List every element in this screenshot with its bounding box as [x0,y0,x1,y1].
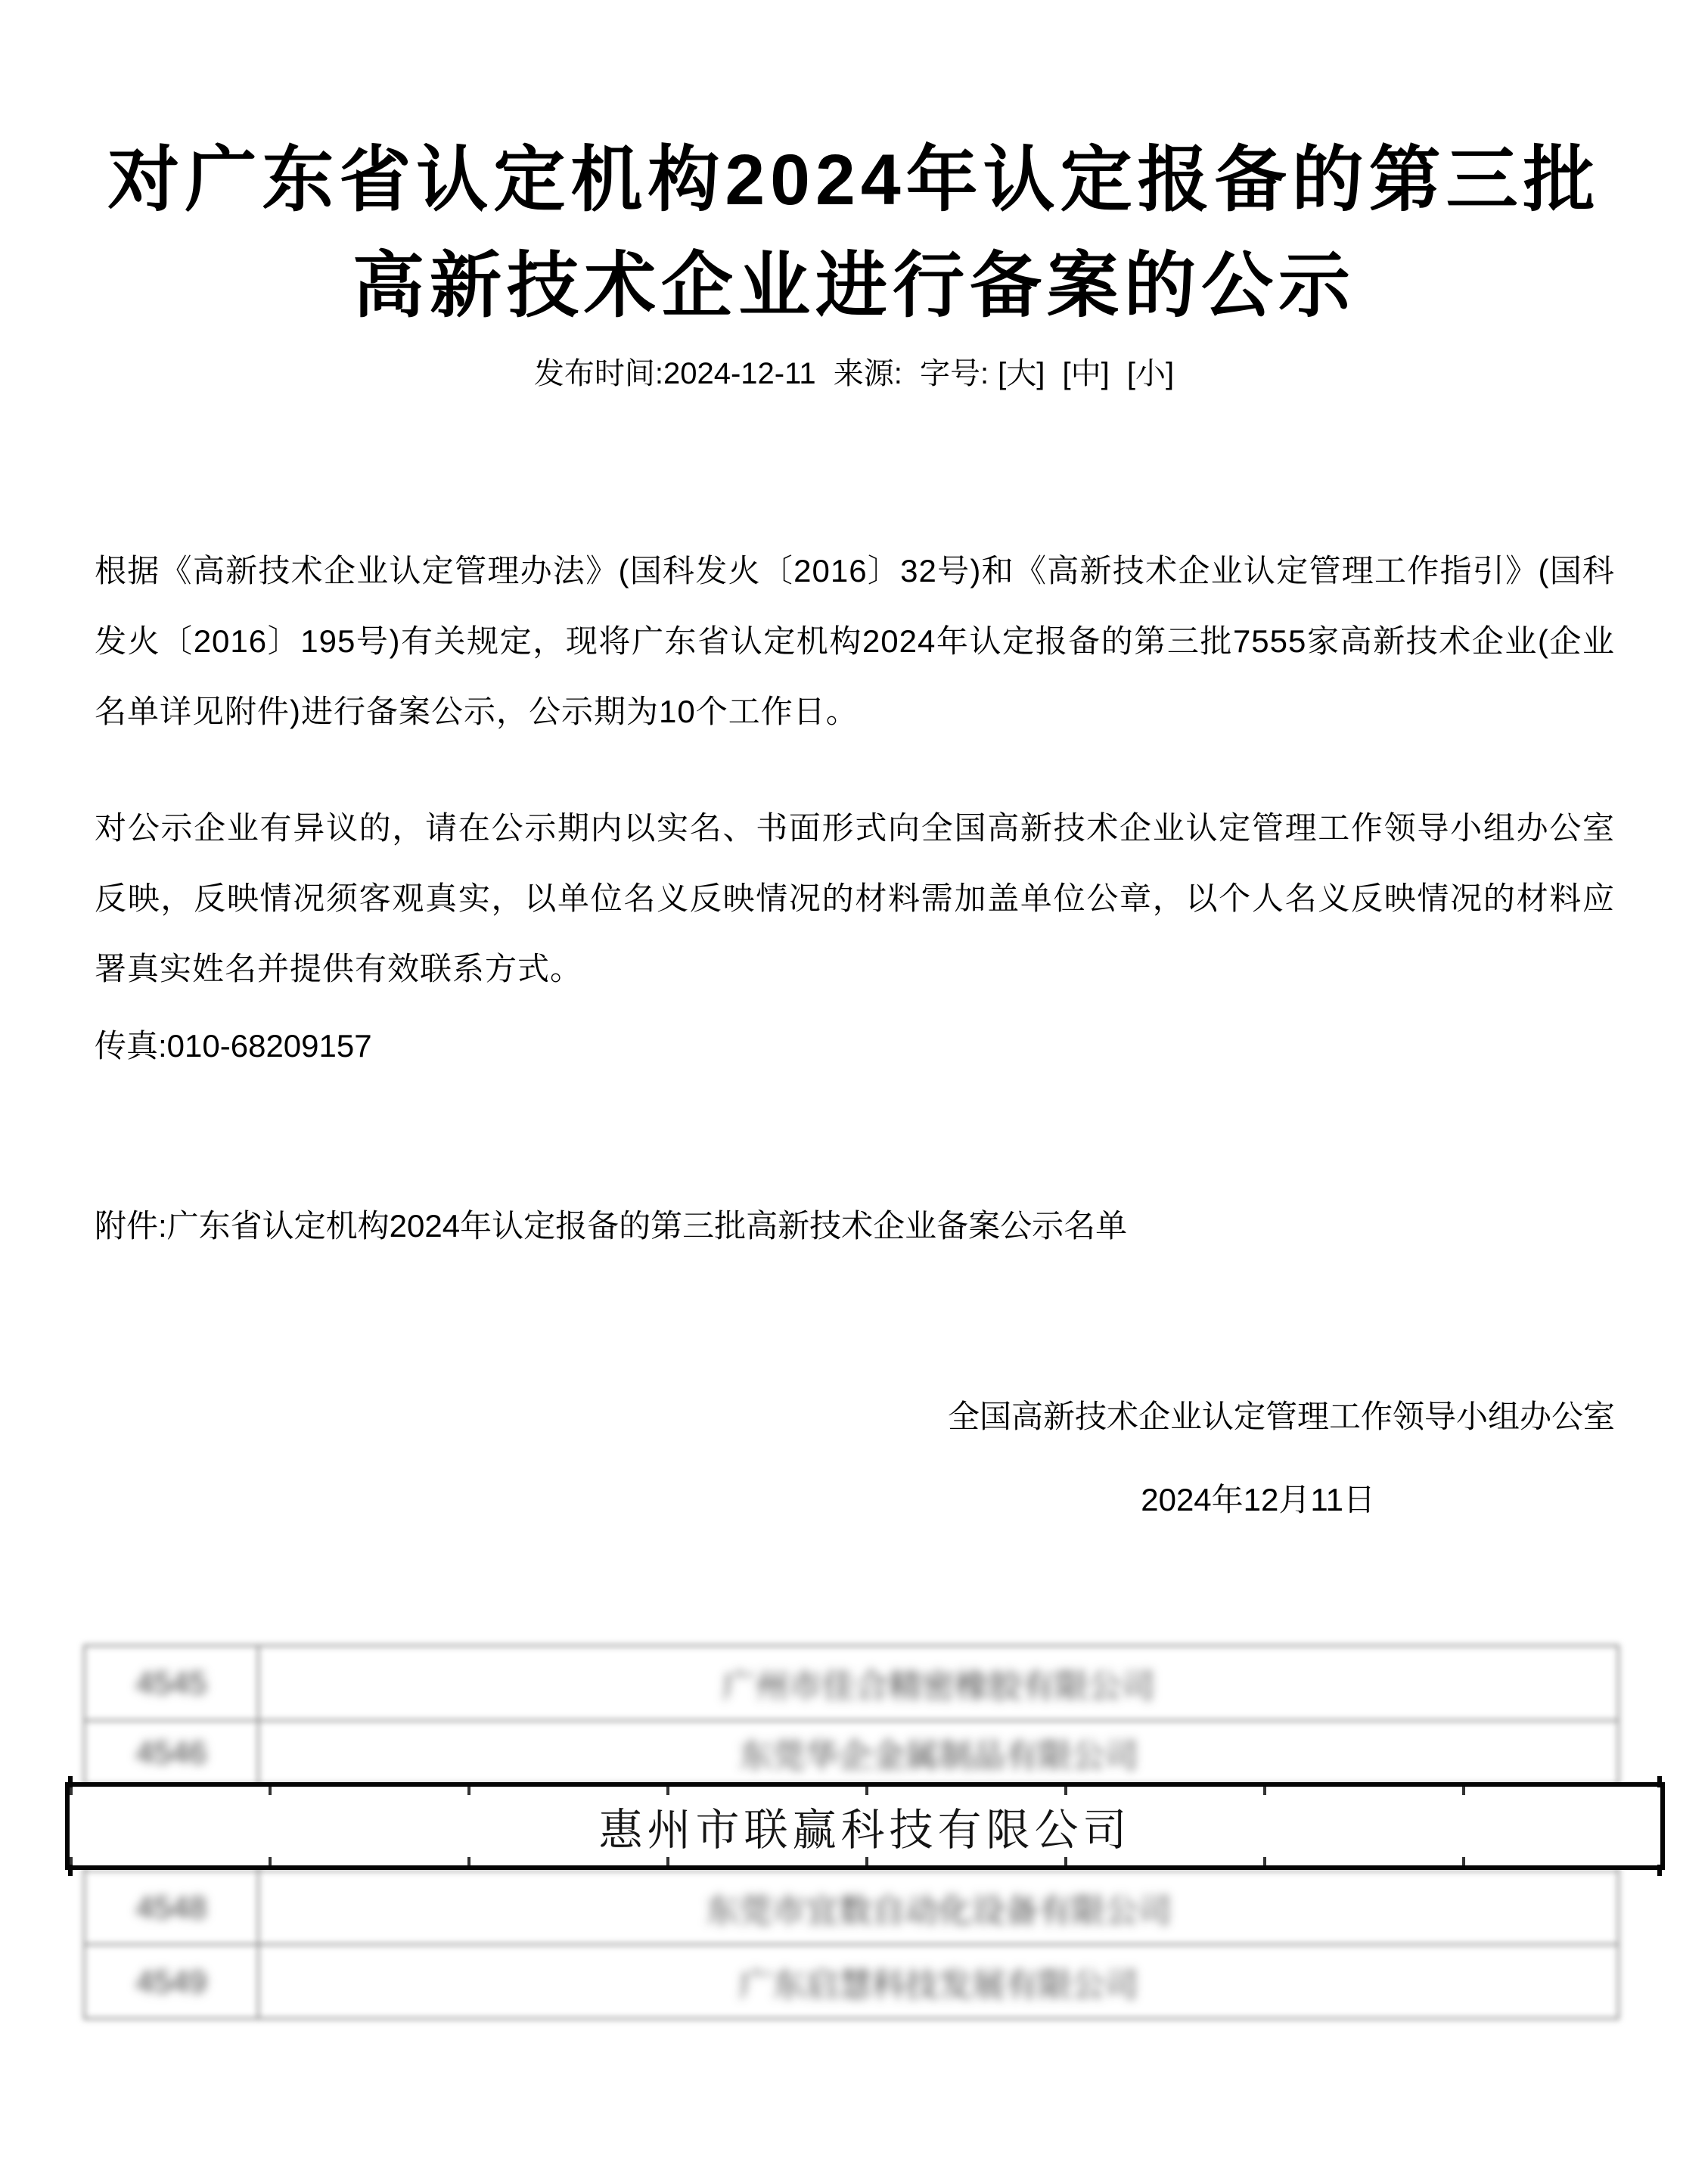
corner-tick [68,1865,73,1876]
page-title [45,127,1663,339]
table-row [85,1943,1617,2017]
font-size-medium-button[interactable]: [中] [1062,357,1110,390]
highlighted-company-row [65,1782,1665,1870]
grid-tick-strip-bottom [70,1857,1660,1865]
paragraph-regulation: 根据《高新技术企业认定管理办法》(国科发火〔2016〕32号)和《高新技术企业认定管理工作指引》(国科发火〔2016〕195号)有关规定，现将广东省认定机构2024年认定报备的第三批7555家高新技术企业(企业名单详见附件)进行备案公示，公示期为10个工作日。 [95,553,1615,729]
source-label: 来源: [833,357,902,390]
signature-office: 全国高新技术企业认定管理工作领导小组办公室 [947,1399,1615,1434]
row-number-cell: 4549 [85,1946,259,2017]
corner-tick [1657,1776,1662,1787]
table-row [85,1869,1617,1943]
corner-tick [1657,1865,1662,1876]
page-title-line1: 对广东省认定机构2024年认定报备的第三批 [107,140,1601,220]
table-row [85,1719,1617,1784]
company-name-cell: 广东启慧科技发展有限公司 [738,1966,1138,2004]
publish-meta-line [0,354,1708,393]
highlighted-company-name: 惠州市联赢科技有限公司 [598,1806,1132,1855]
company-name-cell: 广州市佳合精密橡胶有限公司 [722,1668,1155,1705]
paragraph-objection: 对公示企业有异议的，请在公示期内以实名、书面形式向全国高新技术企业认定管理工作领导小组办公室反映，反映情况须客观真实，以单位名义反映情况的材料需加盖单位公章，以个人名义反映情况的材料应署真实姓名并提供有效联系方式。 [95,810,1615,986]
font-size-small-button[interactable]: [小] [1126,357,1175,390]
font-size-label: 字号: [920,357,989,390]
page-title-line2: 高新技术企业进行备案的公示 [352,246,1356,326]
row-number-cell: 4548 [85,1871,259,1943]
row-number-cell: 4546 [85,1722,259,1784]
corner-tick [68,1776,73,1787]
fax-line: 传真:010-68209157 [95,1028,372,1064]
publish-date: 发布时间:2024-12-11 [533,357,816,390]
font-size-large-button[interactable]: [大] [998,357,1045,390]
attachment-line: 附件:广东省认定机构2024年认定报备的第三批高新技术企业备案公示名单 [95,1208,1128,1244]
company-name-cell: 东莞华企金属制品有限公司 [738,1738,1138,1775]
table-row [85,1647,1617,1719]
row-number-cell: 4545 [85,1647,259,1719]
signature-date: 2024年12月11日 [1141,1482,1375,1517]
company-name-cell: 东莞市宜数自动化设备有限公司 [705,1892,1172,1930]
grid-tick-strip-top [70,1787,1660,1795]
